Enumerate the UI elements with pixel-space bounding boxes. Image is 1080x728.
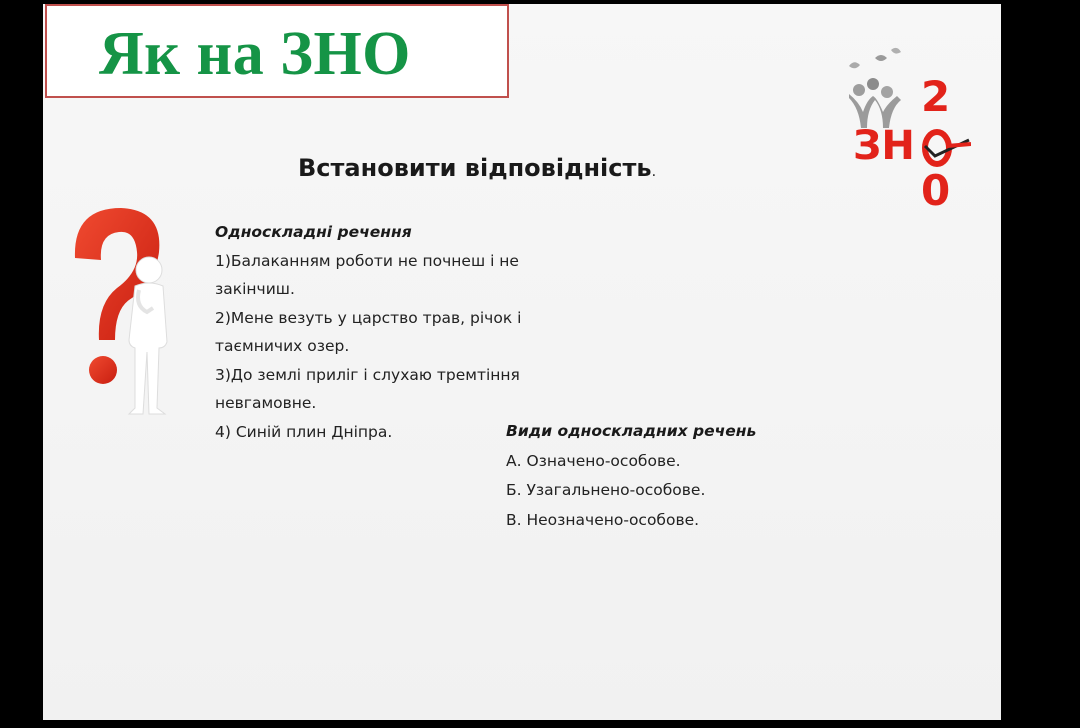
logo-digit-bottom: 0 — [921, 166, 951, 215]
sentences-list — [215, 218, 615, 446]
question-mark-graphic — [63, 200, 213, 430]
logo-letters: ЗН — [853, 123, 915, 169]
title-banner — [45, 4, 509, 98]
sentence-line: закінчиш. — [215, 280, 295, 298]
types-subhead: Види односкладних речень — [506, 422, 757, 440]
type-option: А. Означено-особове. — [506, 451, 681, 470]
sentence-types-list — [506, 417, 836, 535]
question-mark-with-figure-icon — [63, 200, 213, 430]
sentence-line: невгамовне. — [215, 394, 317, 412]
sentence-line: 3)До землі приліг і слухаю тремтіння — [215, 365, 520, 384]
slide-title: Як на ЗНО — [99, 20, 411, 88]
task-heading — [298, 154, 656, 182]
logo-digit-top: 2 — [921, 72, 951, 121]
type-option: Б. Узагальнено-особове. — [506, 481, 706, 499]
sentence-line: 1)Балаканням роботи не почнеш і не — [215, 251, 519, 270]
type-option: В. Неозначено-особове. — [506, 510, 700, 529]
task-heading-dot: . — [651, 164, 657, 180]
task-heading-text: Встановити відповідність — [298, 154, 652, 182]
sentence-line: 4) Синій плин Дніпра. — [215, 422, 393, 441]
sentence-line: таємничих озер. — [215, 337, 350, 355]
zno-logo-icon — [839, 38, 979, 218]
sentence-line: 2)Мене везуть у царство трав, річок і — [215, 308, 522, 327]
presentation-slide — [43, 4, 1001, 720]
logo-check-o-icon — [921, 126, 971, 170]
sentences-subhead: Односкладні речення — [215, 223, 412, 241]
